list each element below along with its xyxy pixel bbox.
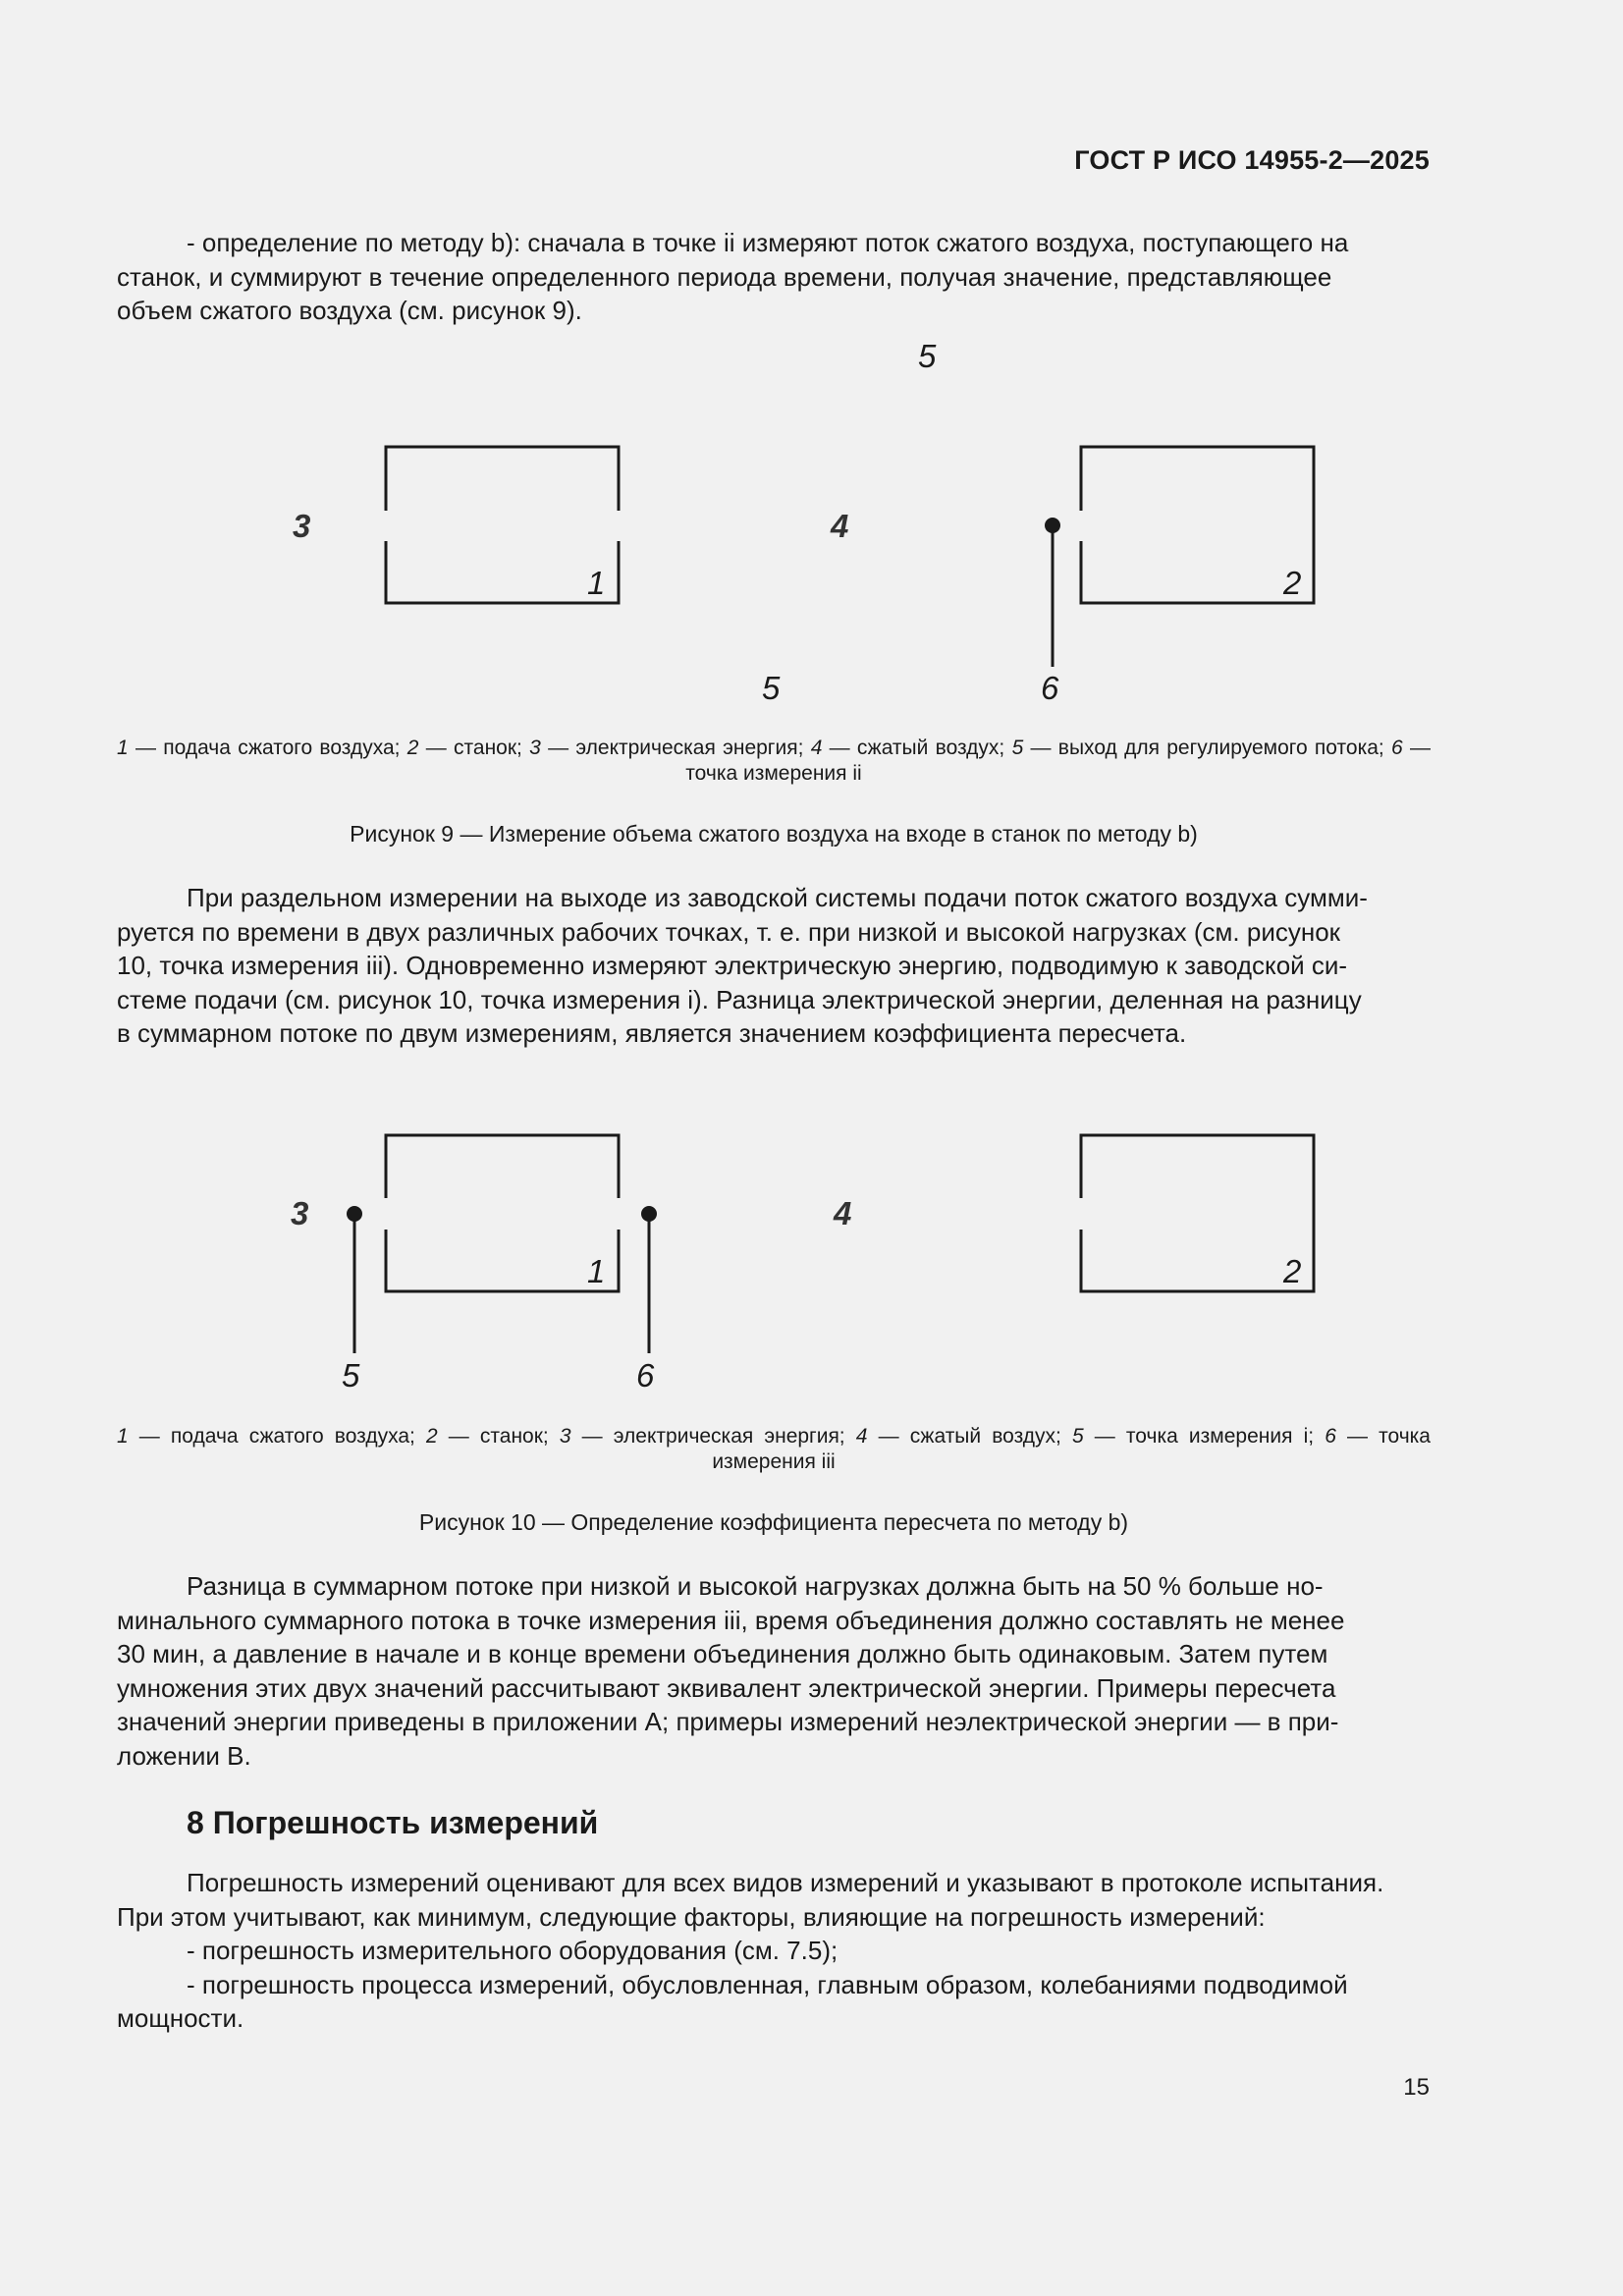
- legend-key: 6: [1325, 1425, 1336, 1448]
- text-line: мощности.: [117, 2003, 244, 2033]
- legend-key: 1: [117, 1425, 129, 1448]
- text-line: станок, и суммируют в течение определенного периода времени, получая значение, представляющее: [117, 261, 1332, 292]
- legend-text: — выход для регулируемого потока;: [1023, 737, 1384, 759]
- figure-9-diagram: [0, 334, 1623, 717]
- fig10-label-4: 4: [834, 1195, 852, 1231]
- fig10-label-5: 5: [342, 1357, 360, 1394]
- legend-key: 2: [425, 1425, 438, 1448]
- fig10-label-6: 6: [636, 1357, 655, 1394]
- legend-text: — электрическая энергия;: [570, 1425, 856, 1448]
- paragraph-separate-measurement: [117, 881, 1431, 1051]
- legend-line: [117, 1424, 1431, 1449]
- legend-text: — точка: [1335, 1425, 1431, 1448]
- fig9-label-4: 4: [831, 508, 849, 544]
- text-line: 10, точка измерения iii). Одновременно измеряют электрическую энергию, подводимую к заводской си-: [117, 951, 1348, 980]
- fig9-measurement-point: [1045, 518, 1060, 533]
- legend-key: 1: [117, 737, 129, 759]
- text-line: При этом учитывают, как минимум, следующие факторы, влияющие на погрешность измерений:: [117, 1901, 1266, 1932]
- text-line: - погрешность процесса измерений, обусловленная, главным образом, колебаниями подводимой: [187, 1969, 1348, 1999]
- figure-10-caption: Рисунок 10 — Определение коэффициента пересчета по методу b): [418, 1509, 1129, 1535]
- figure-9-caption: Рисунок 9 — Измерение объема сжатого воздуха на входе в станок по методу b): [350, 821, 1198, 847]
- section-heading: 8 Погрешность измерений: [187, 1805, 599, 1840]
- text-line: При раздельном измерении на выходе из заводской системы подачи поток сжатого воздуха сумми-: [187, 883, 1368, 912]
- paragraph-difference: [117, 1569, 1431, 1773]
- legend-text: — станок;: [437, 1425, 560, 1448]
- text-line: - определение по методу b): сначала в точке ii измеряют поток сжатого воздуха, поступающего на: [187, 228, 1349, 257]
- legend-key: 4: [810, 737, 823, 759]
- text-line: Погрешность измерений оценивают для всех видов измерений и указывают в протоколе испытания.: [187, 1868, 1384, 1897]
- text-line: в суммарном потоке по двум измерениям, является значением коэффициента пересчета.: [117, 1018, 1187, 1048]
- legend-line: измерения iii: [712, 1450, 836, 1473]
- legend-key: 5: [1011, 737, 1024, 759]
- fig9-label-5-bottom: 5: [762, 670, 781, 706]
- legend-text: — станок;: [418, 737, 530, 759]
- legend-key: 3: [559, 1425, 571, 1448]
- text-line: значений энергии приведены в приложении А; примеры измерений неэлектрической энергии — в при-: [117, 1707, 1339, 1736]
- text-line: умножения этих двух значений рассчитывают эквивалент электрической энергии. Примеры пересчета: [117, 1672, 1336, 1703]
- fig9-label-5-top: 5: [918, 338, 937, 374]
- legend-key: 6: [1391, 737, 1403, 759]
- legend-key: 3: [529, 737, 541, 759]
- fig10-measurement-point-iii: [641, 1206, 657, 1222]
- text-line: ложении В.: [117, 1740, 251, 1771]
- fig9-compressed-air-supply-box: [386, 447, 619, 603]
- page-number: 15: [1403, 2074, 1430, 2101]
- text-line: 30 мин, а давление в начале и в конце времени объединения должно быть одинаковым. Затем путем: [117, 1639, 1328, 1668]
- legend-text: — сжатый воздух;: [822, 737, 1012, 759]
- fig10-label-1: 1: [587, 1253, 606, 1289]
- fig9-label-6: 6: [1041, 670, 1059, 706]
- legend-text: — электрическая энергия;: [540, 737, 811, 759]
- text-line: Разница в суммарном потоке при низкой и высокой нагрузках должна быть на 50 % больше но-: [187, 1571, 1324, 1601]
- fig9-label-1: 1: [587, 565, 606, 601]
- figure-9-legend: [117, 736, 1431, 787]
- fig10-machine-box: [1081, 1135, 1314, 1291]
- fig10-measurement-point-i: [347, 1206, 362, 1222]
- text-line: объем сжатого воздуха (см. рисунок 9).: [117, 296, 582, 325]
- fig9-machine-box: [1081, 447, 1314, 603]
- legend-text: — подача сжатого воздуха;: [128, 737, 407, 759]
- fig9-label-3: 3: [293, 508, 311, 544]
- legend-key: 5: [1072, 1425, 1084, 1448]
- legend-text: — точка измерения i;: [1083, 1425, 1325, 1448]
- fig10-label-2: 2: [1283, 1253, 1302, 1289]
- figure-10-diagram: [0, 1120, 1623, 1404]
- paragraph-method-b: [117, 226, 1431, 328]
- fig10-label-3: 3: [291, 1195, 309, 1231]
- text-line: - погрешность измерительного оборудования (см. 7.5);: [187, 1936, 839, 1965]
- text-line: минального суммарного потока в точке измерения iii, время объединения должно составлять не менее: [117, 1605, 1345, 1635]
- fig9-label-2: 2: [1283, 565, 1302, 601]
- figure-10-legend: [117, 1424, 1431, 1475]
- legend-text: — сжатый воздух;: [867, 1425, 1072, 1448]
- legend-key: 4: [855, 1425, 868, 1448]
- legend-text: — подача сжатого воздуха;: [128, 1425, 426, 1448]
- fig10-compressed-air-supply-box: [386, 1135, 619, 1291]
- legend-key: 2: [406, 737, 419, 759]
- document-header: ГОСТ Р ИСО 14955-2—2025: [1074, 145, 1430, 175]
- legend-text: — точка измерения ii: [685, 737, 1431, 785]
- text-line: стеме подачи (см. рисунок 10, точка измерения i). Разница электрической энергии, деленная на разницу: [117, 984, 1362, 1014]
- text-line: руется по времени в двух различных рабочих точках, т. е. при низкой и высокой нагрузках (см. рисунок: [117, 916, 1341, 947]
- paragraph-uncertainty: [117, 1866, 1431, 2036]
